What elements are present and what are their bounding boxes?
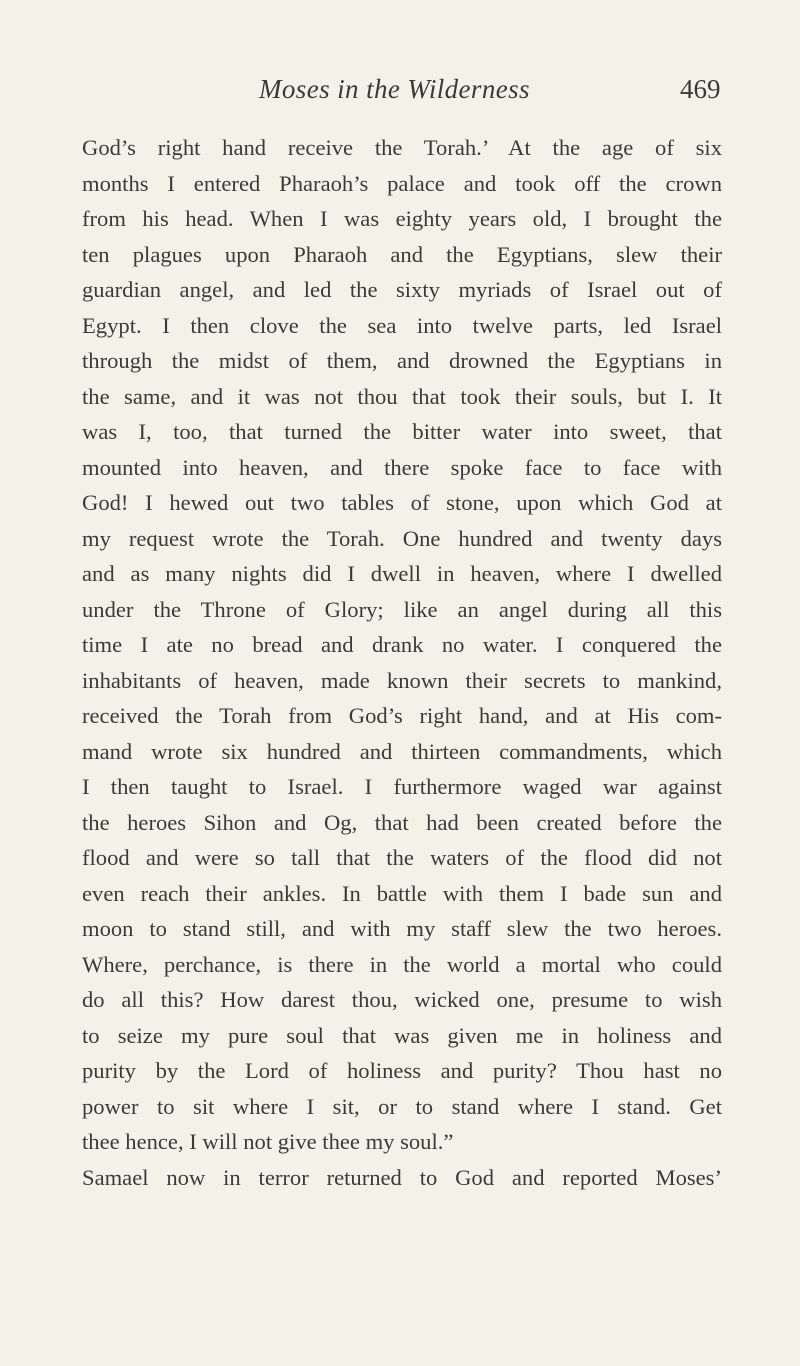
text-line: time I ate no bread and drank no water. I conquered the (82, 632, 722, 657)
text-line: I then taught to Israel. I furthermore waged war against (82, 774, 722, 799)
text-line: mand wrote six hundred and thirteen commandments, which (82, 738, 722, 764)
text-line: purity by the Lord of holiness and purity? Thou hast no (82, 1058, 722, 1083)
text-line: under the Throne of Glory; like an angel during all this (82, 596, 722, 622)
text-line: Samael now in terror returned to God and reported Moses’ (82, 1164, 722, 1190)
text-line: and as many nights did I dwell in heaven, where I dwelled (82, 561, 722, 586)
text-line: the same, and it was not thou that took their souls, but I. It (82, 383, 722, 409)
text-line: the heroes Sihon and Og, that had been created before the (82, 809, 722, 835)
page-number: 469 (680, 74, 721, 104)
text-line: through the midst of them, and drowned the Egyptians in (82, 348, 722, 373)
body-text (82, 130, 722, 1195)
text-line: guardian angel, and led the sixty myriads of Israel out of (82, 277, 722, 302)
text-line: God! I hewed out two tables of stone, upon which God at (82, 490, 722, 515)
text-line: months I entered Pharaoh’s palace and took off the crown (82, 170, 722, 196)
text-line: even reach their ankles. In battle with them I bade sun and (82, 880, 722, 906)
text-line: ten plagues upon Pharaoh and the Egyptians, slew their (82, 241, 722, 267)
paragraph-end-line: thee hence, I will not give thee my soul.” (82, 1129, 454, 1154)
text-line: Egypt. I then clove the sea into twelve parts, led Israel (82, 312, 722, 338)
text-line: to seize my pure soul that was given me in holiness and (82, 1022, 722, 1048)
text-line: my request wrote the Torah. One hundred and twenty days (82, 525, 722, 551)
text-line: was I, too, that turned the bitter water into sweet, that (82, 419, 722, 444)
text-line: mounted into heaven, and there spoke face to face with (82, 454, 722, 480)
text-line: from his head. When I was eighty years old, I brought the (82, 206, 722, 231)
text-line: power to sit where I sit, or to stand where I stand. Get (82, 1093, 722, 1119)
running-head (0, 74, 800, 110)
text-line: received the Torah from God’s right hand, and at His com- (82, 703, 722, 728)
text-line: moon to stand still, and with my staff slew the two heroes. (82, 916, 722, 941)
text-line: Where, perchance, is there in the world a mortal who could (82, 951, 722, 977)
text-line: do all this? How darest thou, wicked one, presume to wish (82, 987, 722, 1012)
text-line: God’s right hand receive the Torah.’ At the age of six (82, 135, 722, 160)
running-title: Moses in the Wilderness (259, 74, 530, 104)
text-line: flood and were so tall that the waters of the flood did not (82, 845, 722, 870)
text-line: inhabitants of heaven, made known their secrets to mankind, (82, 667, 722, 693)
